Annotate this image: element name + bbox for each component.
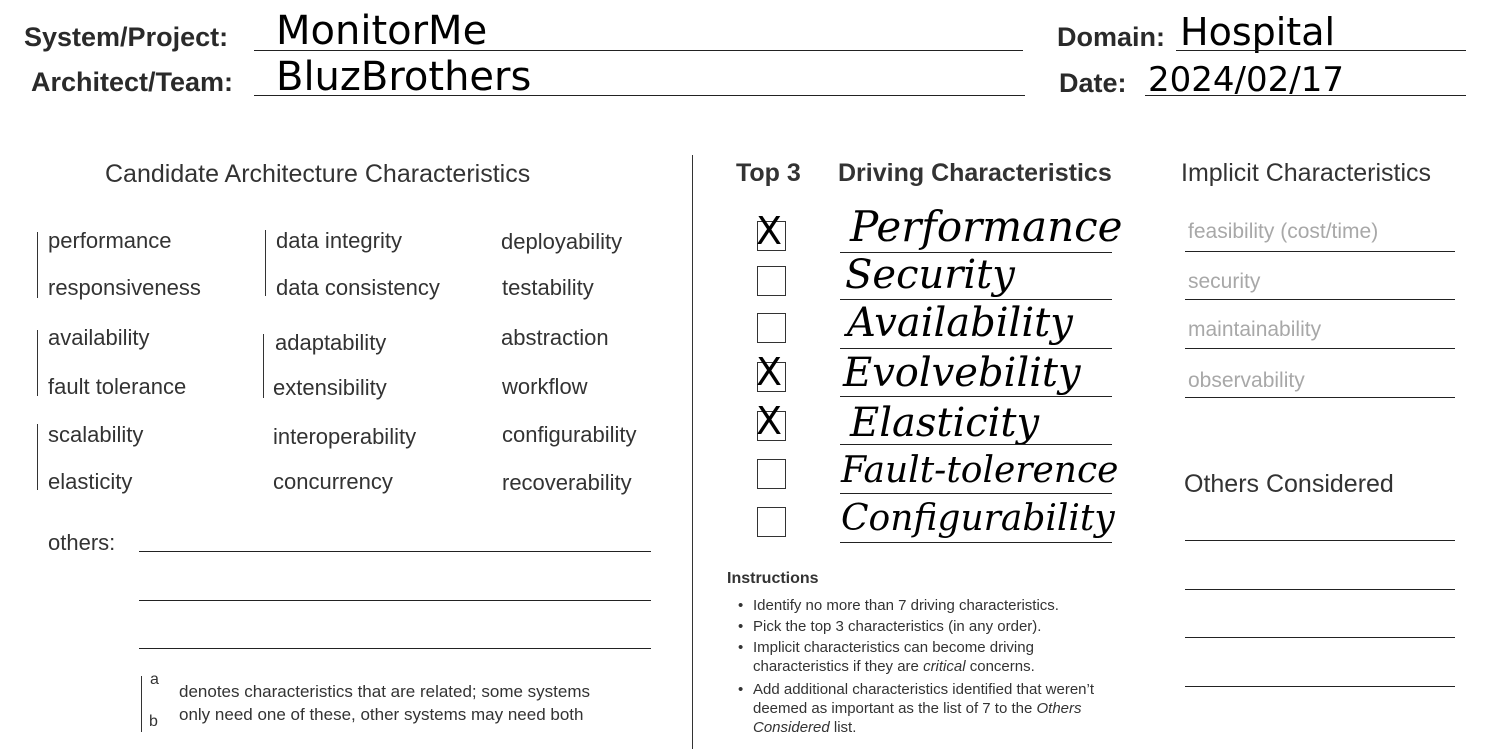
- driving-line-6: [840, 493, 1112, 494]
- top3-checkbox-fault-tolerence[interactable]: [757, 459, 786, 489]
- driving-line-5: [840, 444, 1112, 445]
- legend-a: a: [150, 671, 159, 688]
- related-bracket: [263, 334, 264, 398]
- check-x-mark: X: [756, 350, 783, 394]
- others-considered-line-2[interactable]: [1185, 589, 1455, 590]
- bullet-dot: •: [738, 618, 744, 635]
- others-considered-line-3[interactable]: [1185, 637, 1455, 638]
- implicit-line-2: [1185, 299, 1455, 300]
- related-bracket: [37, 232, 38, 298]
- bullet-dot: •: [738, 639, 744, 656]
- section-divider: [692, 155, 693, 749]
- driving-line-3: [840, 348, 1112, 349]
- char-extensibility: extensibility: [273, 375, 387, 400]
- instruction-text: characteristics if they are: [753, 658, 924, 675]
- instruction-emphasis: Considered: [753, 719, 830, 736]
- domain-label: Domain:: [1057, 22, 1165, 52]
- system-project-value: MonitorMe: [276, 8, 488, 54]
- char-interoperability: interoperability: [273, 424, 417, 449]
- related-bracket: [265, 230, 266, 296]
- related-bracket: [37, 330, 38, 396]
- others-considered-header: Others Considered: [1184, 470, 1394, 498]
- candidate-title: Candidate Architecture Characteristics: [105, 160, 531, 188]
- date-label: Date:: [1059, 68, 1127, 98]
- top3-checkbox-performance[interactable]: [756, 209, 786, 253]
- char-adaptability: adaptability: [275, 330, 387, 355]
- driving-line-7: [840, 542, 1112, 543]
- implicit-line-3: [1185, 348, 1455, 349]
- top3-checkbox-evolvebility[interactable]: [756, 350, 786, 394]
- instruction-emphasis: critical: [923, 658, 966, 675]
- char-abstraction: abstraction: [501, 325, 609, 350]
- domain-value: Hospital: [1180, 10, 1336, 54]
- system-project-label: System/Project:: [24, 22, 229, 52]
- char-scalability: scalability: [48, 422, 144, 447]
- top3-checkbox-configurability[interactable]: [757, 507, 786, 537]
- legend-text-2: only need one of these, other systems may need both: [179, 705, 584, 724]
- others-line-2[interactable]: [139, 600, 651, 601]
- others-considered-line-4[interactable]: [1185, 686, 1455, 687]
- check-x-mark: X: [756, 399, 783, 443]
- driving-performance: Performance: [850, 202, 1123, 251]
- architect-team-value: BluzBrothers: [276, 54, 532, 100]
- char-data-consistency: data consistency: [276, 275, 440, 300]
- char-responsiveness: responsiveness: [48, 275, 201, 300]
- instruction-3-line2: [753, 658, 1035, 675]
- instruction-text: deemed as important as the list of 7 to the: [753, 700, 1037, 717]
- others-considered-line-1[interactable]: [1185, 540, 1455, 541]
- driving-availability: Availability: [847, 300, 1073, 346]
- instruction-4-line3: [753, 719, 856, 736]
- driving-evolvebility: Evolvebility: [843, 350, 1081, 396]
- driving-fault-tolerence: Fault-tolerence: [841, 450, 1119, 491]
- domain-line: [1176, 50, 1466, 51]
- char-concurrency: concurrency: [273, 469, 393, 494]
- driving-line-4: [840, 396, 1112, 397]
- char-testability: testability: [502, 275, 594, 300]
- bullet-dot: •: [738, 681, 744, 698]
- others-label: others:: [48, 530, 116, 555]
- system-project-line: [254, 50, 1023, 51]
- top3-checkbox-availability[interactable]: [757, 313, 786, 343]
- instruction-4-line1: Add additional characteristics identified that weren’t: [753, 681, 1095, 698]
- others-line-3[interactable]: [139, 648, 651, 649]
- driving-header: Driving Characteristics: [838, 159, 1112, 187]
- implicit-observability: observability: [1188, 369, 1305, 392]
- implicit-maintainability: maintainability: [1188, 318, 1322, 341]
- driving-security: Security: [845, 252, 1015, 298]
- driving-configurability: Configurability: [841, 498, 1115, 539]
- instruction-1: Identify no more than 7 driving characteristics.: [753, 597, 1059, 614]
- legend-text-1: denotes characteristics that are related; some systems: [179, 682, 591, 701]
- instruction-4-line2: [753, 700, 1082, 717]
- bullet-dot: •: [738, 597, 744, 614]
- instructions-title: Instructions: [727, 570, 819, 587]
- char-performance: performance: [48, 228, 172, 253]
- char-elasticity: elasticity: [48, 469, 133, 494]
- top3-checkbox-security[interactable]: [757, 266, 786, 296]
- legend-b: b: [149, 713, 158, 730]
- top3-header: Top 3: [736, 159, 801, 187]
- char-data-integrity: data integrity: [276, 228, 402, 253]
- legend-bracket: [141, 676, 142, 732]
- related-bracket: [37, 424, 38, 490]
- instruction-text: list.: [829, 719, 857, 736]
- instruction-2: Pick the top 3 characteristics (in any order).: [753, 618, 1042, 635]
- driving-elasticity: Elasticity: [850, 400, 1040, 446]
- instruction-3-line1: Implicit characteristics can become driving: [753, 639, 1034, 656]
- char-fault-tolerance: fault tolerance: [48, 374, 187, 399]
- architect-team-label: Architect/Team:: [31, 67, 234, 97]
- char-workflow: workflow: [502, 374, 588, 399]
- implicit-line-1: [1185, 251, 1455, 252]
- top3-checkbox-elasticity[interactable]: [756, 399, 786, 443]
- architect-team-line: [254, 95, 1025, 96]
- instruction-emphasis: Others: [1036, 700, 1082, 717]
- date-value: 2024/02/17: [1148, 60, 1344, 100]
- implicit-line-4: [1185, 397, 1455, 398]
- implicit-header: Implicit Characteristics: [1181, 159, 1432, 187]
- check-x-mark: X: [756, 209, 783, 253]
- char-deployability: deployability: [501, 229, 623, 254]
- others-line-1[interactable]: [139, 551, 651, 552]
- char-availability: availability: [48, 325, 150, 350]
- instruction-text: concerns.: [965, 658, 1035, 675]
- implicit-security: security: [1188, 270, 1261, 293]
- date-line: [1145, 95, 1466, 96]
- char-recoverability: recoverability: [502, 470, 632, 495]
- implicit-feasibility: feasibility (cost/time): [1188, 220, 1379, 243]
- char-configurability: configurability: [502, 422, 637, 447]
